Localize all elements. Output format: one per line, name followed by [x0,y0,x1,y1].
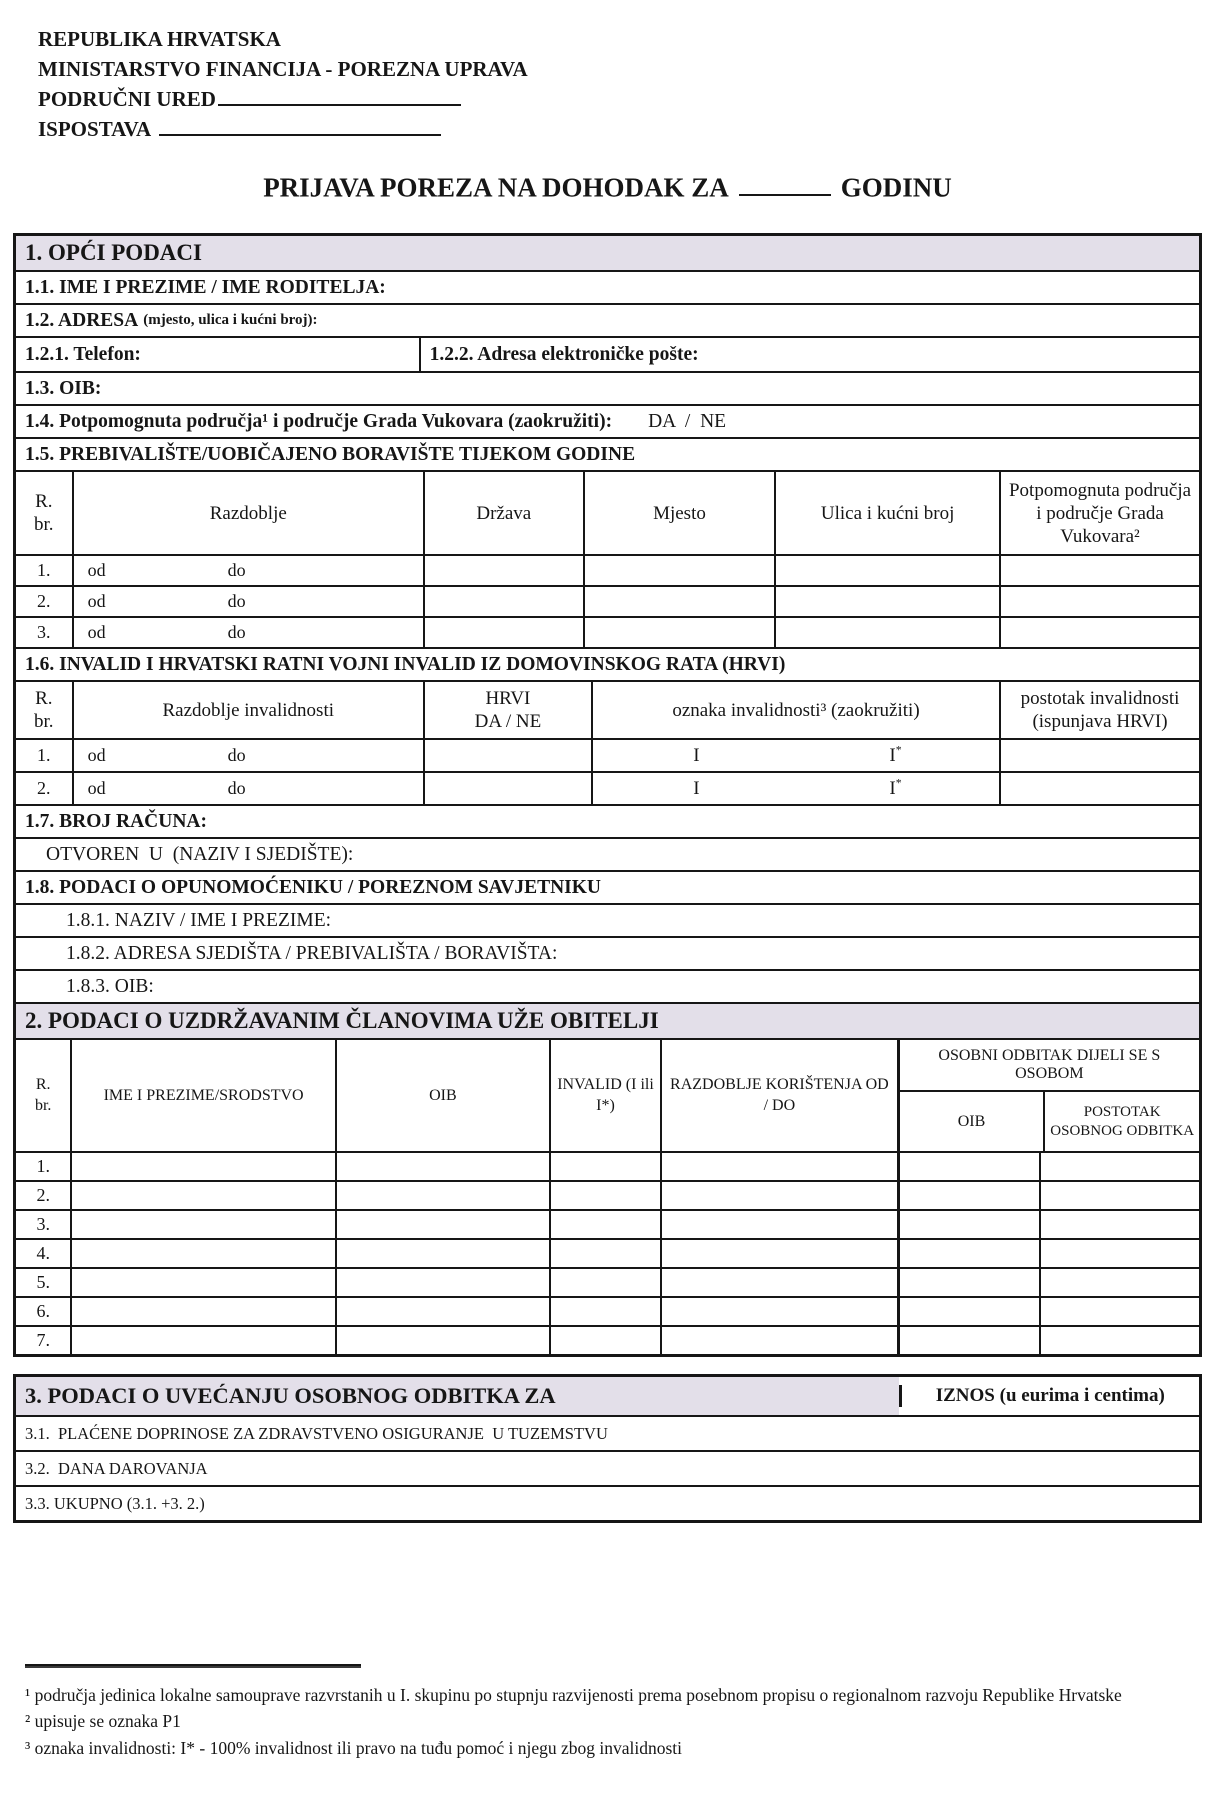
row-number: 1. [37,560,51,581]
city-cell[interactable] [583,587,775,616]
field-row-phone-email [16,336,1199,371]
residence-table-header [16,470,1199,554]
dependent-row-7 [16,1325,1199,1354]
shared-percent-cell[interactable] [1039,1153,1199,1180]
form-title-left: PRIJAVA POREZA NA DOHODAK ZA [263,172,729,203]
col-header-rbr: R. br. [34,491,54,536]
shared-oib-cell[interactable] [897,1153,1039,1180]
iznos-column-header: IZNOS (u eurima i centima) [899,1385,1199,1407]
form-title-right: GODINU [840,172,952,203]
row-number: 6. [36,1301,50,1322]
hrvi-cell[interactable] [423,773,591,804]
dependent-oib-cell[interactable] [335,1327,549,1354]
field-label-email: 1.2.2. Adresa elektroničke pošte: [429,343,699,365]
allowance-label-total: 3.3. UKUPNO (3.1. +3. 2.) [25,1493,205,1513]
section3-header-row [16,1377,1199,1415]
footnote-1: ¹ područja jedinica lokalne samouprave razvrstanih u I. skupinu po stupnju razvijenosti prema posebnom propisu o regionalnom razvoju Republike Hrvatske [25,1685,1122,1705]
usage-period-cell[interactable] [660,1182,897,1209]
shared-oib-cell[interactable] [897,1240,1039,1267]
supported-area-cell[interactable] [999,618,1199,647]
col-header-dependent-name: IME I PREZIME/SRODSTVO [70,1040,334,1151]
allowance-row-contributions [16,1415,1199,1450]
dependent-oib-cell[interactable] [335,1182,549,1209]
dependent-invalid-cell[interactable] [549,1298,660,1325]
residence-row-2 [16,585,1199,616]
country-line: REPUBLIKA HRVATSKA [38,27,281,51]
dependent-invalid-cell[interactable] [549,1240,660,1267]
supported-area-cell[interactable] [999,587,1199,616]
shared-percent-cell[interactable] [1039,1211,1199,1238]
regional-office-line [38,84,1215,114]
row-number: 5. [36,1272,50,1293]
da-ne-choice[interactable]: DA / NE [648,410,727,432]
dependent-row-6 [16,1296,1199,1325]
mark-I-star[interactable]: I* [889,776,902,799]
col-header-supported-area: Potpomognuta područja i područje Grada Vukovara² [999,472,1199,554]
dependent-oib-cell[interactable] [335,1240,549,1267]
usage-period-cell[interactable] [660,1240,897,1267]
supported-area-cell[interactable] [999,556,1199,585]
dependent-name-cell[interactable] [70,1211,334,1238]
field-label-phone: 1.2.1. Telefon: [25,343,141,365]
col-group-personal-allowance [897,1040,1199,1151]
street-cell[interactable] [774,556,999,585]
shared-oib-cell[interactable] [897,1327,1039,1354]
col-header-invalid-mark: oznaka invalidnosti³ (zaokružiti) [591,682,999,738]
field-label-attorney-address: 1.8.2. ADRESA SJEDIŠTA / PREBIVALIŠTA / BORAVIŠTA: [66,942,558,964]
phone-cell [16,338,421,371]
regional-office-blank-field[interactable] [218,84,461,106]
col-header-dependent-oib: OIB [335,1040,549,1151]
row-number: 3. [36,1214,50,1235]
dependent-row-5 [16,1267,1199,1296]
usage-period-cell[interactable] [660,1269,897,1296]
shared-percent-cell[interactable] [1039,1298,1199,1325]
field-row-attorney-name [16,903,1199,936]
field-row-attorney-address [16,936,1199,969]
dependent-invalid-cell[interactable] [549,1269,660,1296]
branch-office-line [38,114,1215,144]
city-cell[interactable] [583,618,775,647]
form-title [0,168,1215,203]
field-row-account-opened-at [16,837,1199,870]
col-header-invalid-percent: postotak invalidnosti (ispunjava HRVI) [999,682,1199,738]
invalid-table-header [16,680,1199,738]
footnote-2: ² upisuje se oznaka P1 [25,1711,181,1732]
invalid-row-1 [16,738,1199,771]
branch-office-label: ISPOSTAVA [38,117,152,142]
footnote-3: ³ oznaka invalidnosti: I* - 100% invalidnost ili pravo na tuđu pomoć i njegu zbog invalidnosti [25,1737,683,1758]
shared-oib-cell[interactable] [897,1269,1039,1296]
col-header-invalid-period: Razdoblje invalidnosti [72,682,423,738]
invalid-period-cell[interactable]: od do [72,773,423,804]
shared-percent-cell[interactable] [1039,1240,1199,1267]
street-cell[interactable] [774,618,999,647]
dependent-name-cell[interactable] [70,1298,334,1325]
dependent-invalid-cell[interactable] [549,1327,660,1354]
shared-oib-cell[interactable] [897,1298,1039,1325]
hrvi-cell[interactable] [423,740,591,771]
row-number: 2. [36,1185,50,1206]
dependent-name-cell[interactable] [70,1240,334,1267]
row-number: 2. [37,591,51,612]
field-row-address [16,303,1199,336]
period-cell[interactable]: od do [72,587,423,616]
period-cell[interactable]: od do [72,618,423,647]
dependent-row-4 [16,1238,1199,1267]
branch-office-blank-field[interactable] [159,114,441,136]
dependent-row-2 [16,1180,1199,1209]
year-blank-field[interactable] [739,168,831,196]
ministry-line: MINISTARSTVO FINANCIJA - POREZNA UPRAVA [38,57,528,81]
shared-percent-cell[interactable] [1039,1327,1199,1354]
period-cell[interactable]: od do [72,556,423,585]
residence-row-3 [16,616,1199,647]
invalid-row-2 [16,771,1199,804]
street-cell[interactable] [774,587,999,616]
dependent-name-cell[interactable] [70,1269,334,1296]
invalid-percent-cell[interactable] [999,740,1199,771]
col-header-shared-oib: OIB [957,1112,986,1130]
dependent-invalid-cell[interactable] [549,1182,660,1209]
email-cell [421,338,1199,371]
row-number: 3. [37,622,51,643]
section1-heading: 1. OPĆI PODACI [16,236,1199,270]
col-header-street: Ulica i kućni broj [774,472,999,554]
letterhead [0,0,1215,144]
col-header-rbr: R. br. [34,1076,52,1114]
field-label-account-opened-at: OTVOREN U (NAZIV I SJEDIŠTE): [46,843,354,865]
section3-heading: 3. PODACI O UVEĆANJU OSOBNOG ODBITKA ZA [16,1377,899,1415]
col-header-usage-period: RAZDOBLJE KORIŠTENJA OD / DO [660,1040,897,1151]
field-label-supported-area: 1.4. Potpomognuta područja¹ i područje Grada Vukovara (zaokružiti): [25,410,613,432]
residence-section-heading [16,437,1199,470]
attorney-section-heading [16,870,1199,903]
field-row-oib [16,371,1199,404]
allowance-label-donations: 3.2. DANA DAROVANJA [25,1458,208,1478]
field-label-address-note: (mjesto, ulica i kućni broj): [143,312,318,329]
col-header-city: Mjesto [583,472,775,554]
row-number: 1. [37,745,51,766]
residence-row-1 [16,554,1199,585]
mark-I-star[interactable]: I* [889,743,902,766]
field-label-attorney-oib: 1.8.3. OIB: [66,975,154,997]
section2-heading: 2. PODACI O UZDRŽAVANIM ČLANOVIMA UŽE OBITELJI [16,1002,1199,1038]
country-cell[interactable] [423,618,583,647]
row-number: 2. [37,778,51,799]
col-header-hrvi: HRVI DA / NE [423,682,591,738]
invalid-section-heading [16,647,1199,680]
invalid-section-label: 1.6. INVALID I HRVATSKI RATNI VOJNI INVALID IZ DOMOVINSKOG RATA (HRVI) [25,653,786,675]
col-header-period: Razdoblje [72,472,423,554]
residence-section-label: 1.5. PREBIVALIŠTE/UOBIČAJENO BORAVIŠTE TIJEKOM GODINE [25,443,636,465]
dependent-invalid-cell[interactable] [549,1211,660,1238]
dependent-oib-cell[interactable] [335,1298,549,1325]
dependent-name-cell[interactable] [70,1153,334,1180]
col-header-rbr: R. br. [34,688,54,733]
usage-period-cell[interactable] [660,1211,897,1238]
allowance-row-total [16,1485,1199,1520]
country-cell[interactable] [423,587,583,616]
footnote-separator-line [25,1664,361,1668]
dependents-table-header [16,1038,1199,1151]
field-label-account-number: 1.7. BROJ RAČUNA: [25,810,207,832]
section3-box [13,1374,1202,1523]
field-label-name: 1.1. IME I PREZIME / IME RODITELJA: [25,276,386,298]
field-row-name [16,270,1199,303]
field-row-attorney-oib [16,969,1199,1002]
field-row-account-number [16,804,1199,837]
usage-period-cell[interactable] [660,1327,897,1354]
allowance-label-contributions: 3.1. PLAĆENE DOPRINOSE ZA ZDRAVSTVENO OSIGURANJE U TUZEMSTVU [25,1423,608,1443]
shared-percent-cell[interactable] [1039,1182,1199,1209]
shared-oib-cell[interactable] [897,1182,1039,1209]
regional-office-label: PODRUČNI URED [38,87,216,112]
col-header-shared-percent: POSTOTAK OSOBNOG ODBITKA [1043,1092,1199,1151]
usage-period-cell[interactable] [660,1153,897,1180]
footnotes [25,1664,1190,1761]
dependent-oib-cell[interactable] [335,1211,549,1238]
field-row-supported-area [16,404,1199,437]
phone-input-area[interactable] [141,342,410,367]
mark-I[interactable]: I [693,744,700,766]
row-number: 1. [36,1156,50,1177]
field-label-oib: 1.3. OIB: [25,377,102,399]
country-cell[interactable] [423,556,583,585]
attorney-section-label: 1.8. PODACI O OPUNOMOĆENIKU / POREZNOM SAVJETNIKU [25,876,602,898]
shared-oib-cell[interactable] [897,1211,1039,1238]
field-label-attorney-name: 1.8.1. NAZIV / IME I PREZIME: [66,909,332,931]
col-group-header-shared-allowance: OSOBNI ODBITAK DIJELI SE S OSOBOM [900,1040,1199,1092]
dependent-row-1 [16,1151,1199,1180]
mark-I[interactable]: I [693,777,700,799]
shared-percent-cell[interactable] [1039,1269,1199,1296]
dependent-invalid-cell[interactable] [549,1153,660,1180]
invalid-mark-cell [591,740,999,771]
invalid-period-cell[interactable]: od do [72,740,423,771]
row-number: 7. [36,1330,50,1351]
row-number: 4. [36,1243,50,1264]
dependent-name-cell[interactable] [70,1327,334,1354]
col-header-dependent-invalid: INVALID (I ili I*) [549,1040,660,1151]
dependent-oib-cell[interactable] [335,1153,549,1180]
dependent-name-cell[interactable] [70,1182,334,1209]
dependent-oib-cell[interactable] [335,1269,549,1296]
main-form-box [13,233,1202,1357]
usage-period-cell[interactable] [660,1298,897,1325]
field-label-address: 1.2. ADRESA [25,309,139,331]
invalid-mark-cell [591,773,999,804]
col-header-country: Država [423,472,583,554]
dependent-row-3 [16,1209,1199,1238]
city-cell[interactable] [583,556,775,585]
invalid-percent-cell[interactable] [999,773,1199,804]
allowance-row-donations [16,1450,1199,1485]
